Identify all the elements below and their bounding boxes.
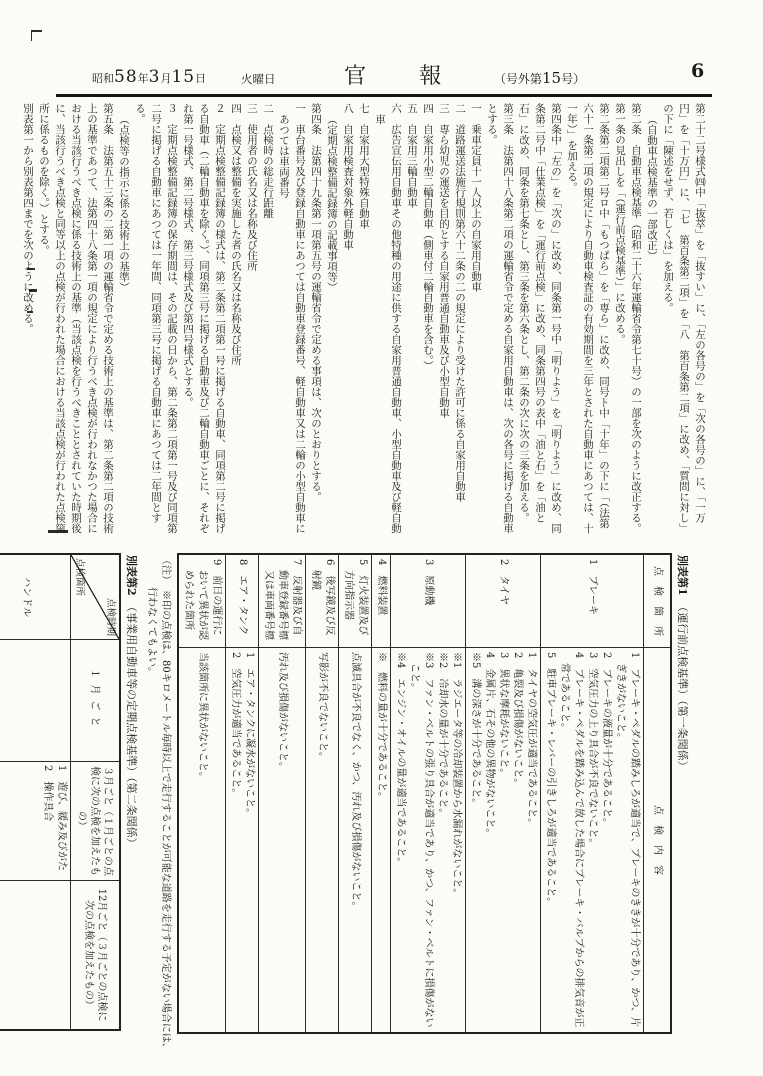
column-header-yearly: 12月ごと（３月ごとの点検に次の点検を加えたもの） (71, 881, 121, 1031)
inspection-items (339, 648, 372, 1034)
inspection-item: 当該箇所に異状がないこと。 (197, 652, 208, 782)
appendix1-title (675, 555, 689, 1040)
table-row (226, 554, 259, 1033)
inspection-cell (0, 762, 71, 881)
article: 第三条 法第四十八条第二項の運輸省令で定める自家用自動車は、次の各号に掲げる自動車とする。 (486, 103, 514, 534)
inspection-item: 2 空気圧力が適当であること。 (230, 652, 241, 799)
inspection-item: 汚れ及び損傷がないこと。 (277, 652, 288, 772)
inspection-location: 5 灯火装置及び方向指示器 (343, 559, 368, 636)
inspection-items (178, 648, 226, 1034)
diagonal-header-cell (71, 554, 121, 640)
inspection-items (466, 648, 541, 1034)
list-item: 三 専ら幼児の運送を目的とする自家用普通自動車及び小型自動車 (438, 103, 450, 418)
inspection-item: 3 異状な摩耗がないこと。 (498, 652, 509, 779)
list-item: 二 道路運送法施行規則第六十二条の二の規定により受けた許可に係る自家用自動車 (454, 103, 466, 502)
table-row (391, 554, 466, 1033)
list-item: 五 自家用三輪自動車 (406, 103, 418, 208)
inspection-item: 1 ブレーキ・ペダルの踏みしろが適当で、ブレーキのききが十分であり、かつ、片ぎきがないこと。 (615, 652, 640, 1027)
table-header-row (644, 554, 672, 1033)
inspection-items (226, 648, 259, 1034)
inspection-item: 2 操作具合 (42, 765, 53, 822)
inspection-items (372, 648, 391, 1034)
issue-suffix: 号） (561, 72, 586, 86)
list-item: 三 使用者の氏名又は名称及び住所 (246, 103, 258, 271)
inspection-item: 3 空気圧力の上り具合が不良でないこと。 (587, 652, 598, 849)
list-item: 七 自家用大型特殊自動車 (358, 103, 370, 229)
weekday: 火曜日 (241, 72, 276, 86)
day-number: 15 (171, 67, 196, 87)
article: 第二条 自動車点検基準（昭和二十六年運輸省令第七十号）の一部を次のように改正する。 (630, 103, 642, 534)
list-item: 一 乗車定員十一人以上の自家用自動車 (470, 103, 482, 292)
periodic-inspection-table (0, 553, 121, 1031)
appendix2-title (124, 555, 138, 1040)
appendix1-number: 別表第1 (676, 555, 689, 596)
header-rule (56, 94, 712, 97)
inspection-items (306, 648, 339, 1034)
inspection-item: ※1 ラジエータ等の冷却装置から水漏れがないこと。 (451, 652, 462, 899)
table-row (541, 554, 644, 1033)
list-item: 四 自家用小型二輪自動車（側車付二輪自動車を含む。） (422, 103, 434, 371)
rotated-table-sheet (21, 553, 695, 1053)
diagonal-header-location: 点検箇所 (74, 558, 85, 597)
issue-date (92, 67, 206, 87)
day-label: 日 (195, 72, 207, 85)
legal-text-block (22, 103, 708, 534)
table-row (339, 554, 372, 1033)
page-number: 6 (691, 60, 705, 82)
list-item: 六 広告宣伝用自動車その他特種の用途に供する自家用普通自動車、小型自動車及び軽自動車 (374, 103, 402, 534)
article: 第四条 法第四十九条第一項第五号の運輸省令で定める事項は、次のとおりとする。 (310, 103, 322, 502)
paragraph: 第二十二号様式㈣中「抜萃」を「抜すい」に、「左の各号の」を「次の各号の」に、「一万円」を「十万円」に、「七 第百条第二項」を「八 第百条第二項」に改め、「質問に対し」の下に「陳述をせず、若しくは」を加える。 (662, 103, 706, 534)
article: 第五条 法第五十三条の二第一項の運輸省令で定める技術上の基準は、第二条第二項の技術上の基準であつて、法第四十八条第一項の規定により行うべき点検が行われなかつた場合における当該行うべき点検に係る技術上の基準（当該点検を行うべきこととされていた時期後に、当該行うべき点検と同等以上の点検が行われた場合における当該点検が行われた点検箇所に係るものを除く。）とする。 (38, 103, 114, 534)
section-heading: （点検等の指示に係る技術上の基準） (118, 113, 130, 292)
inspection-item: ※3 ファン・ベルトの張り具合が適当であり、かつ、ファン・ベルトに損傷がないこと。 (409, 652, 434, 1028)
inspection-item: 4 ブレーキ・ペダルを踏み込んで放した場合にブレーキ・バルブからの排気音が正常であること。 (559, 652, 584, 1028)
inspection-item: 1 遊び、緩み及びがた (56, 765, 67, 871)
year-label: 年 (137, 72, 149, 85)
inspection-item: ※4 エンジン・オイルの量が適当であること。 (395, 652, 406, 868)
inspection-cell (0, 881, 71, 1031)
list-item: 四 点検又は整備を実施した者の氏名又は名称及び住所 (230, 103, 242, 366)
list-item: 一 車台番号及び登録自動車にあつては自動車登録番号、軽自動車又は二輪の小型自動車にあつては車両番号 (278, 103, 306, 534)
column-header-content: 点 検 内 容 (644, 648, 672, 1034)
inspection-item: ※5 溝の深さが十分であること。 (470, 652, 481, 809)
inspection-items (541, 648, 644, 1034)
inspection-location: 3 原動機 (423, 559, 434, 606)
column-header-monthly: １月ごと (71, 640, 121, 762)
pre-operation-inspection-table (177, 553, 672, 1034)
inspection-items (259, 648, 306, 1034)
inspection-item: 点滅具合が不良でなく、かつ、汚れ及び損傷がないこと。 (350, 652, 361, 912)
table-footnote: （注） ※印の点検は、80キロメートル毎時以上で走行することが可能な道路を走行する予定がない場合には、行わなくてもよい。 (146, 555, 171, 1053)
inspection-location: 2 タイヤ (498, 559, 509, 606)
inspection-item: ※ 燃料の量が十分であること。 (376, 652, 387, 802)
appendix2-number: 別表第2 (125, 555, 138, 596)
paragraph: 第四条中「左の」を「次の」に改め、同条第一号中「明りよう」を「明りよう」に改め、同条第二号中「仕業点検」を「運行前点検」に改め、同条第四号の表中「油と石」を「油と石」に改め、同条を第七条とし、第三条を第六条とし、第二条の次に次の三条を加える。 (518, 103, 562, 534)
print-mark-corner (31, 30, 42, 41)
issue-number (494, 69, 585, 87)
appendix1-subtitle: （運行前点検基準）（第一条関係） (676, 595, 689, 772)
table-row (0, 554, 71, 1030)
table-row (306, 554, 339, 1033)
inspection-item: 2 亀裂及び損傷がないこと。 (512, 652, 523, 789)
inspection-item: 1 エア・タンクに凝水がないこと。 (244, 652, 255, 819)
paragraph: ２ 定期点検整備記録簿の様式は、第二条第二項第一号に掲げる自動車、同項第二号に掲げる自動車（二輪自動車を除く。）、同項第三号に掲げる自動車及び二輪自動車ごとに、それぞれ第一号様式、第二号様式、第三号様式及び第四号様式とする。 (182, 103, 226, 534)
inspection-location: 1 ブレーキ (587, 559, 598, 615)
paragraph: 別表第一から別表第四までを次のように改める。 (22, 103, 34, 334)
year-number: 58 (114, 67, 138, 87)
appendix-tables-region (21, 553, 695, 1053)
inspection-location: 9 前日の運行において異状が認められた箇所 (183, 559, 222, 640)
inspection-item: 2 ブレーキの液量が十分であること。 (601, 652, 612, 828)
paragraph: 第一条の見出しを「（運行前点検基準）」に改める。 (614, 103, 626, 345)
issue-prefix: （号外第 (494, 72, 543, 86)
paragraph: ３ 定期点検整備記録簿の保存期間は、その記載の日から、第二条第二項第一号及び同項第二号に掲げる自動車にあつては一年間、同項第三号に掲げる自動車にあつては二年間とする。 (134, 103, 178, 534)
column-header-location: 点 検 箇 所 (644, 554, 672, 648)
inspection-item: 写影が不良でないこと。 (317, 652, 328, 762)
column-header-quarterly: ３月ごと（１月ごとの点検に次の点検を加えたもの） (71, 762, 121, 881)
list-item: 二 点検時の総走行距離 (262, 103, 274, 219)
table-row (259, 554, 306, 1033)
inspection-cell (0, 640, 71, 762)
section-heading: （定期点検整備記録簿の記載事項等） (326, 113, 338, 292)
list-item: 八 自家用検査対象外軽自動車 (342, 103, 354, 250)
inspection-item: 5 駐車ブレーキ・レバーの引きしろが適当であること。 (545, 652, 556, 908)
inspection-location: 8 エア・タンク (237, 559, 248, 636)
era-label: 昭和 (92, 72, 114, 85)
inspection-item: 1 タイヤの空気圧が適当であること。 (526, 652, 537, 829)
gazette-title: 官報 (344, 64, 495, 89)
table-row (178, 554, 226, 1033)
paragraph: 第二条第二項第二号ロ中「もつぱら」を「専ら」に改め、同号ト中「十年」の下に「（法第六十一条第二項の規定により自動車検査証の有効期間を三年とされた自動車にあつては、十一年）」を加える。 (566, 103, 610, 534)
section-heading: （自動車点検基準の一部改正） (646, 113, 658, 261)
month-label: 月 (160, 72, 172, 85)
inspection-location: 7 反射器及び自動車登録番号標又は車両番号標 (263, 559, 302, 640)
diagonal-header-time: 点検時期 (105, 597, 116, 636)
issue-num: 15 (542, 69, 562, 87)
table-row (466, 554, 541, 1033)
inspection-item: ※2 冷却水の量が十分であること。 (437, 652, 448, 819)
inspection-items (391, 648, 466, 1034)
table-header-row (71, 554, 121, 1030)
appendix2-subtitle: （事業用自動車等の定期点検基準）（第二条関係） (125, 595, 138, 849)
inspection-location: ハンドル (0, 554, 71, 640)
inspection-item: 4 金属片、石その他の異物がないこと。 (484, 652, 495, 839)
inspection-location: 4 燃料装置 (376, 559, 387, 616)
month-number: 3 (148, 67, 161, 87)
inspection-location: 6 後写鏡及び反射鏡 (310, 559, 335, 636)
table-row (372, 554, 391, 1033)
